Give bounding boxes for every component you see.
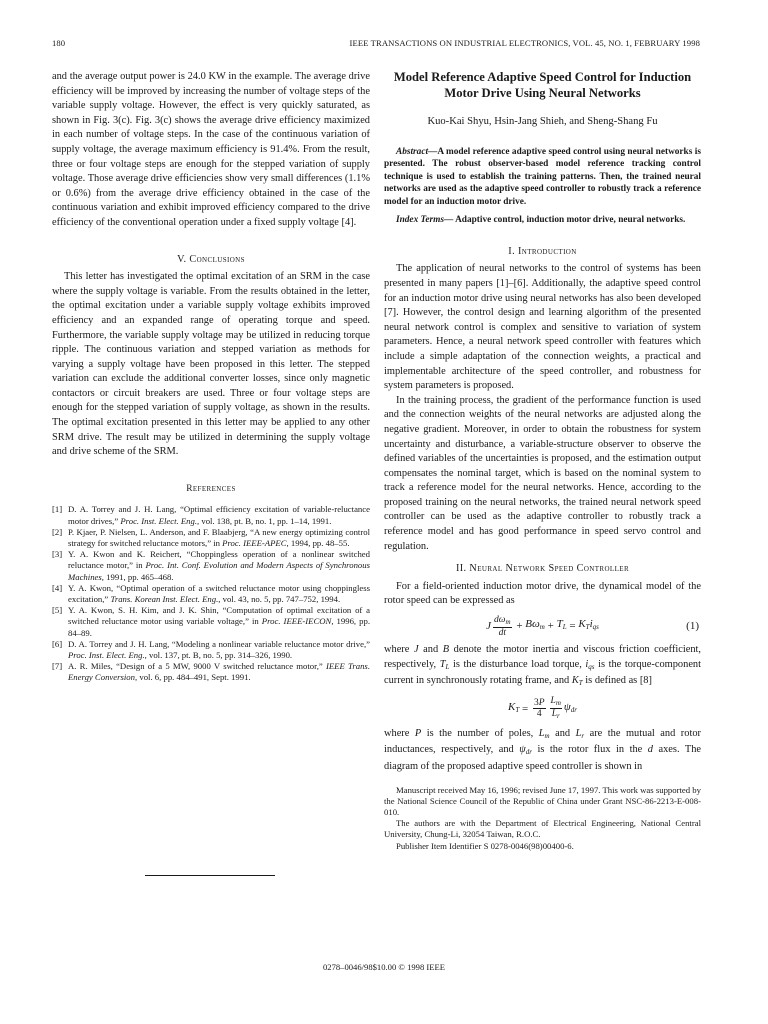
nn-controller-heading: II. Neural Network Speed Controller [455,563,630,575]
nn-paragraph-1: For a field-oriented induction motor drive, the dynamical model of the rotor speed can be expressed as [384,580,701,607]
equation-1: J $\frac{d\omega_m}{dt}$ + $B\omega_m$ + $T_L$ = $K_Ti_{qs}$ (1) [486,614,699,638]
reference-item [52,504,370,526]
left-column [52,70,370,684]
footnote-manuscript: Manuscript received May 16, 1996; revised June 17, 1997. This work was supported by the National Science Council of the Republic of China under Grant NSC-86-2213-E-008-010. [384,784,701,817]
reference-number: [1] [52,504,63,515]
introduction-heading: I. Introduction [508,245,577,257]
conclusions-heading: V. Conclusions [177,253,245,265]
abstract-label: Abstract— [396,146,438,157]
footnote-affiliation: The authors are with the Department of Electrical Engineering, National Central University, Chung-Li, 32054 Taiwan, R.O.C. [384,818,701,840]
reference-text: D. A. Torrey and J. H. Lang, “Optimal efficiency excitation of variable-reluctance motor drives,” Proc. Inst. Elect. Eng., vol. 138, pt. B, no. 1, pp. 1–14, 1991. [68,504,370,526]
reference-text: A. R. Miles, “Design of a 5 MW, 9000 V switched reluctance motor,” IEEE Trans. Energy Conversion, vol. 6, pp. 484–491, Sept. 1991. [68,661,370,683]
nn-paragraph-3: where P is the number of poles, $L_m$ and $L_r$ are the mutual and rotor inductances, respectively, and $\psi_{dr}$ is the rotor flux in the d axes. The diagram of the proposed adaptive speed controller is shown in [384,727,702,772]
footnote-rule [145,875,275,876]
continued-paragraph: and the average output power is 24.0 KW in the example. The average drive efficiency will be improved by increasing the number of voltage steps of the variable supply voltage. However, the effect is very quickly saturated, as shown in Fig. 3(c). Fig. 3(c) shows the average drive efficiency maximized in each number of voltage steps. In the case of the continuous variation of supply voltage, the average maximum efficiency is 91.4%. From the result, three or four voltage steps are enough for the stepped variation of supply voltage. Those average drive efficiencies show very small differences (1.1% or 0.6%) from the average drive efficiency obtained in the case of the continuous variation and exhibit improved efficiency compared to the drive efficiency of the conventional operation under a fixed supply voltage [4]. [52,71,370,228]
reference-text: Y. A. Kwon and K. Reichert, “Choppingless operation of a nonlinear switched reluctance motor,” in Proc. Int. Conf. Evolution and Modern Aspects of Synchronous Machines, 1991, pp. 465–468. [68,549,370,582]
right-column [384,70,701,852]
running-header [52,38,700,52]
copyright-footer: 0278–0046/98$10.00 © 1998 IEEE [322,962,446,972]
reference-number: [7] [52,661,63,672]
reference-item [52,639,370,661]
reference-item [52,605,370,639]
equation-number: (1) [686,619,699,632]
reference-list [52,504,370,683]
abstract [384,146,701,209]
reference-number: [5] [52,605,63,616]
reference-number: [3] [52,549,63,560]
references-heading: References [186,483,236,494]
reference-text: D. A. Torrey and J. H. Lang, “Modeling a nonlinear variable reluctance motor drive,” Proc. Inst. Elect. Eng., vol. 137, pt. B, no. 5, pp. 314–326, 1990. [68,638,370,661]
index-terms [384,214,701,227]
reference-item [52,549,370,583]
nn-paragraph-2: where J and B denote the motor inertia and viscous friction coefficient, respectively, $T_L$ is the disturbance load torque, $i_{qs}$ is the torque-component current in synchronously rotating frame, and $K_T$ is defined as [8] [384,644,702,688]
conclusions-paragraph: This letter has investigated the optimal excitation of an SRM in the case where the supply voltage is variable. From the results obtained in the letter, the optimal excitation under a variable supply voltage exhibits improved efficiency and an expanded range of operating torque and speed. Furthermore, the variable supply voltage may be utilized in reducing torque ripple. The continuous variation and stepped variation as methods for varying a supply voltage have been proposed in this letter. The stepped variation can exclude the additional converter losses, since only magnetic contactors or circuit breakers are used. Three or four voltage steps are enough for the stepped variation of supply voltage, as shown in the results. The optimal excitation presented in this letter may be applied to any other SRM drive. The result may be utilized in determining the supply voltage and drive scheme of the SRM. [52,271,370,458]
first-page-footnote [384,785,701,852]
introduction-paragraph-1: The application of neural networks to the control of systems has been presented in many papers [1]–[6]. Additionally, the adaptive speed control for an induction motor drive using neural networks has also been developed [7]. However, the control design and learning algorithm of the presented neural network control is complex and sensitive to variation of system parameters. Hence, a neural network speed controller with features which include a simple adaptation of the connection weights, a practical and implementable architecture of the speed controller, and robustness for system parameters is proposed. [384,263,701,392]
reference-text: Y. A. Kwon, S. H. Kim, and J. K. Shin, “Computation of optimal excitation of a switched reluctance motor using variable voltage,” in Proc. IEEE-IECON, 1996, pp. 84–89. [68,605,371,638]
introduction-paragraph-2: In the training process, the gradient of the performance function is used and the connection weights of the neural networks are adjusted along the negative gradient. Moreover, in order to obtain the robustness for system uncertainty and disturbance, a variable-structure observer to observe the defined variables of the uncertainties is proposed, and the estimation output compensates the nominal target, which is based on the nominal system to track a reference model for the neural networks. Hence, according to the proposed training on the neural networks, the trained neural network speed controller can be used as the adaptive controller to robustly track a reference model and has good performance in speed servo control and regulation. [384,394,701,552]
paper-title: Model Reference Adaptive Speed Control for Induction Motor Drive Using Neural Networks [393,70,692,100]
reference-text: Y. A. Kwon, “Optimal operation of a switched reluctance motor using choppingless excitation,” Trans. Korean Inst. Elect. Eng., vol. 43, no. 5, pp. 747–752, 1994. [68,582,370,605]
reference-item [52,527,370,549]
index-terms-text: Adaptive control, induction motor drive, neural networks. [453,215,686,226]
reference-text: P. Kjaer, P. Nielsen, L. Anderson, and F. Blaabjerg, “A new energy optimizing control strategy for switched reluctance motors,” in Proc. IEEE-APEC, 1994, pp. 48–55. [68,526,370,549]
reference-number: [4] [52,582,63,593]
journal-name: IEEE TRANSACTIONS ON INDUSTRIAL ELECTRONICS, VOL. 45, NO. 1, FEBRUARY 1998 [349,38,700,48]
reference-number: [2] [52,526,63,537]
equation-kt: $K_T$ = $\frac{3P}{4}$ $\frac{L_m}{L_r}$ $\psi_{dr}$ [508,696,577,721]
footnote-publisher-id: Publisher Item Identifier S 0278-0046(98)00400-6. [396,840,574,851]
index-terms-label: Index Terms— [396,215,454,226]
abstract-text: A model reference adaptive speed control using neural networks is presented. The robust observer-based model reference tracking control technique is used to establish the training patterns. Then, the trained neural networks are used as the adaptive speed controller to robustly track a reference model for an induction motor drive. [384,146,701,207]
reference-item [52,661,370,683]
page-number: 180 [52,38,66,48]
reference-number: [6] [52,638,63,649]
reference-item [52,583,370,605]
paper-authors: Kuo-Kai Shyu, Hsin-Jang Shieh, and Sheng-Shang Fu [427,116,658,128]
